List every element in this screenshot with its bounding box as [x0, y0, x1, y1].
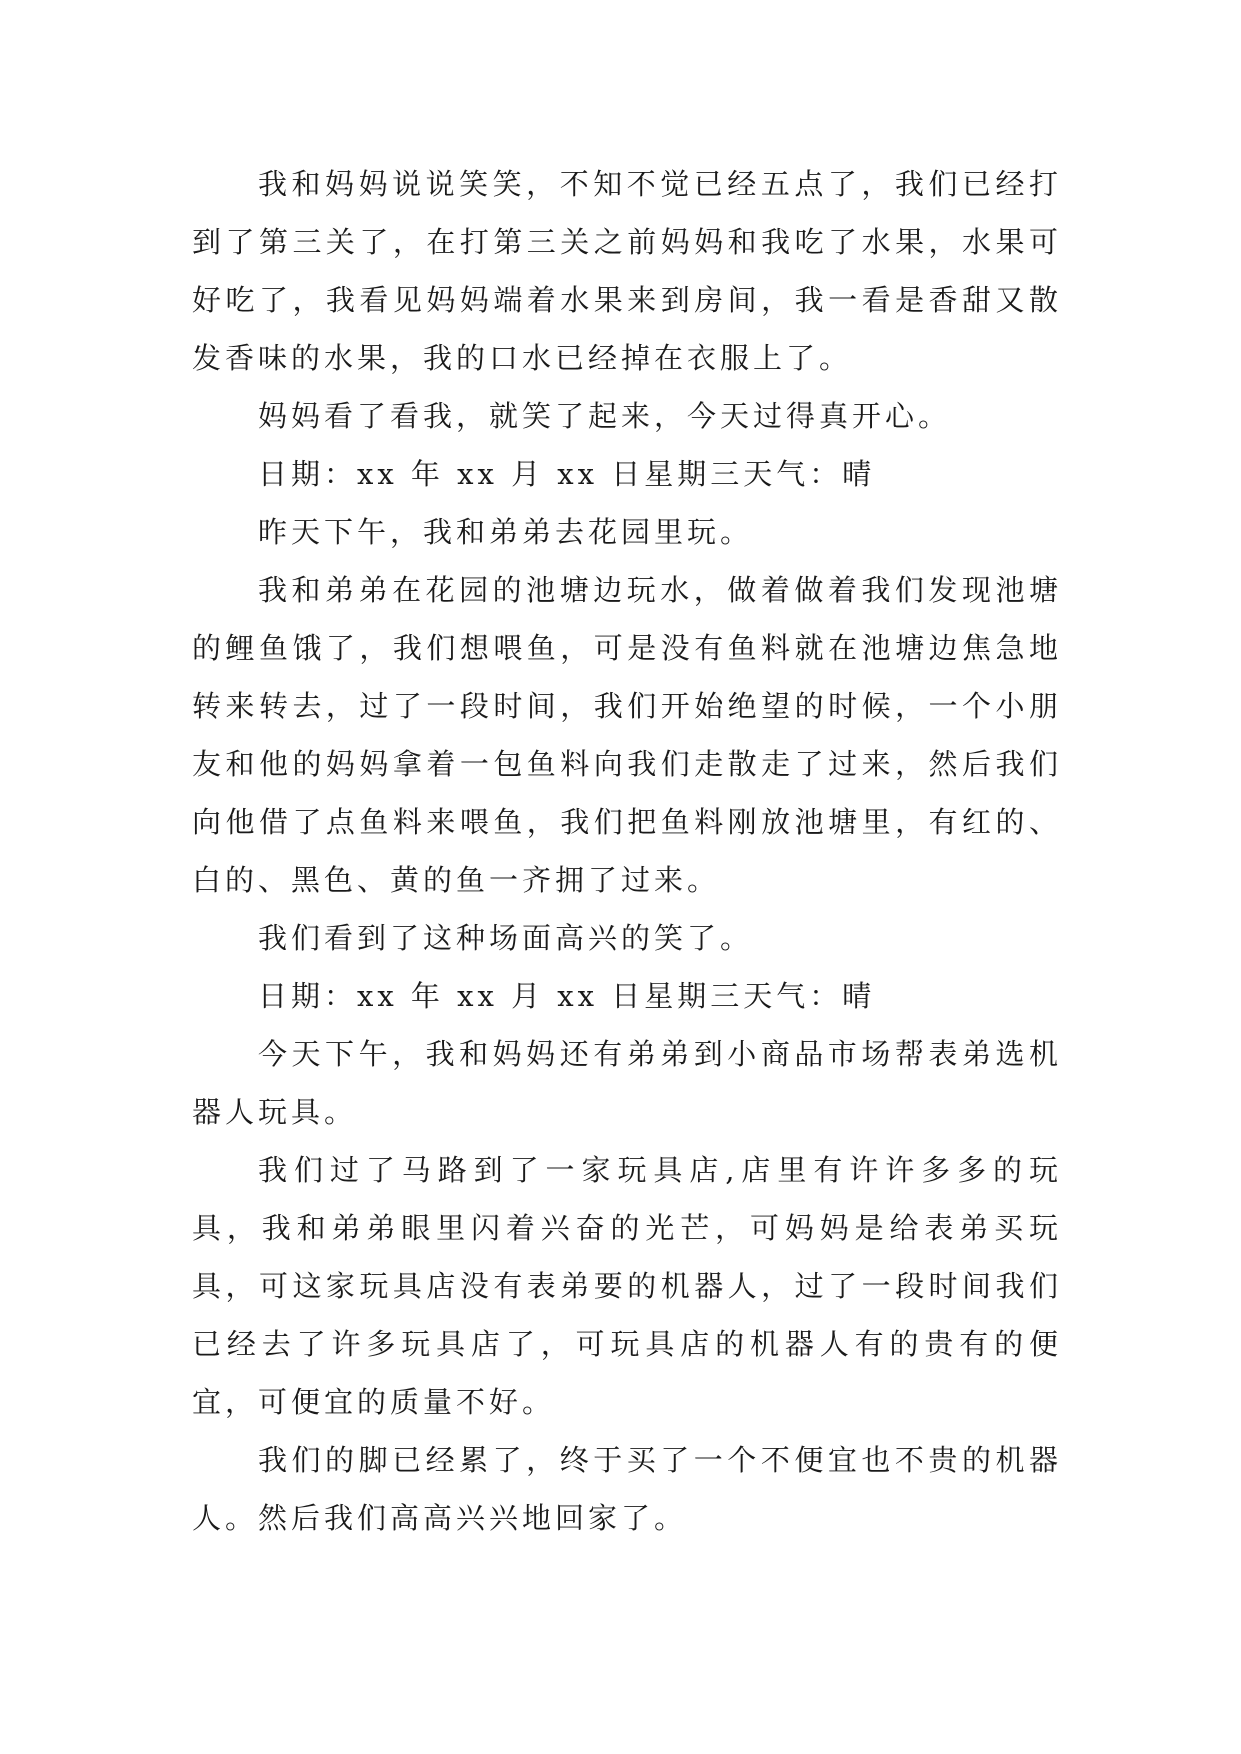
paragraph-8: 我们的脚已经累了，终于买了一个不便宜也不贵的机器人。然后我们高高兴兴地回家了。 [192, 1443, 1062, 1535]
paragraph-7: 我们过了马路到了一家玩具店,店里有许许多多的玩具，我和弟弟眼里闪着兴奋的光芒，可妈妈是给表弟买玩具，可这家玩具店没有表弟要的机器人，过了一段时间我们已经去了许多玩具店了，可玩具店的机器人有的贵有的便宜，可便宜的质量不好。 [192, 1153, 1062, 1419]
date-weather-line-2: 日期：xx 年 xx 月 xx 日星期三天气：晴 [258, 979, 876, 1013]
paragraph-5: 我们看到了这种场面高兴的笑了。 [258, 921, 754, 955]
paragraph-1: 我和妈妈说说笑笑，不知不觉已经五点了，我们已经打到了第三关了，在打第三关之前妈妈和我吃了水果，水果可好吃了，我看见妈妈端着水果来到房间，我一看是香甜又散发香味的水果，我的口水已经掉在衣服上了。 [192, 167, 1062, 375]
document-body [192, 155, 1062, 1547]
paragraph-3: 昨天下午，我和弟弟去花园里玩。 [258, 515, 754, 549]
paragraph-2: 妈妈看了看我，就笑了起来，今天过得真开心。 [258, 399, 952, 433]
paragraph-4: 我和弟弟在花园的池塘边玩水，做着做着我们发现池塘的鲤鱼饿了，我们想喂鱼，可是没有鱼料就在池塘边焦急地转来转去，过了一段时间，我们开始绝望的时候，一个小朋友和他的妈妈拿着一包鱼料向我们走散走了过来，然后我们向他借了点鱼料来喂鱼，我们把鱼料刚放池塘里，有红的、白的、黑色、黄的鱼一齐拥了过来。 [192, 573, 1062, 897]
paragraph-6: 今天下午，我和妈妈还有弟弟到小商品市场帮表弟选机器人玩具。 [192, 1037, 1062, 1129]
date-weather-line-1: 日期：xx 年 xx 月 xx 日星期三天气：晴 [258, 457, 876, 491]
